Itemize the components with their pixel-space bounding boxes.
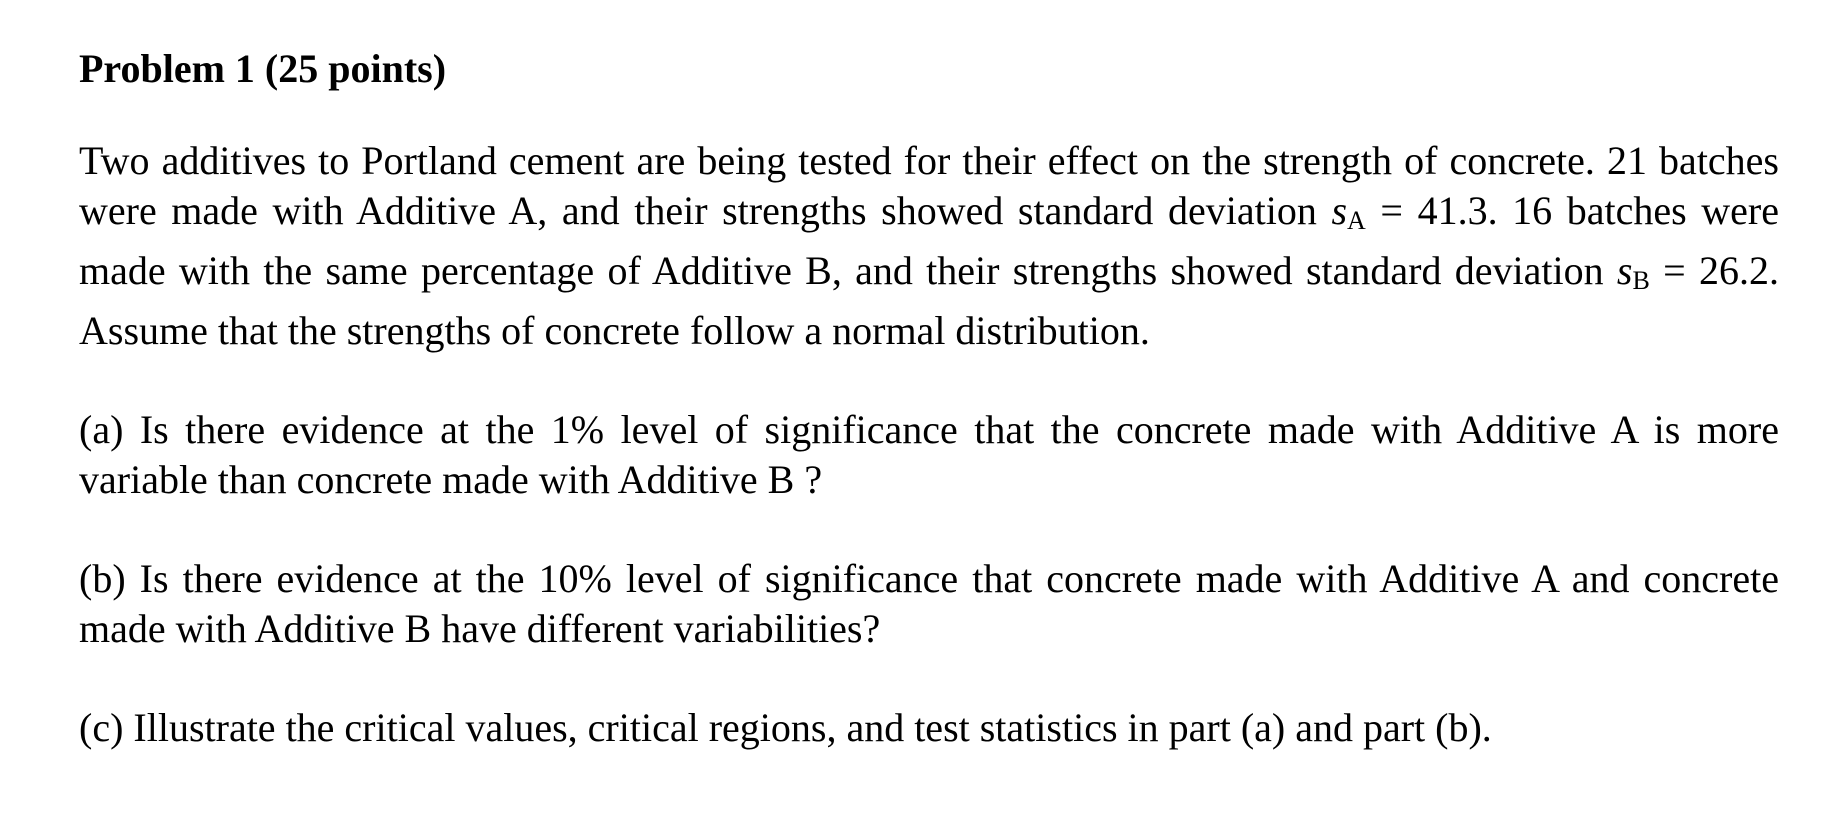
sA-symbol: sA (1331, 188, 1366, 235)
statement-text-1: Two additives to Portland cement are being tested for their effect on the strength of concrete. 21 batches were made with Additive A, and their strengths showed standard deviation (79, 138, 1779, 233)
sB-symbol: sB (1616, 248, 1650, 295)
question-b: (b) Is there evidence at the 10% level of significance that concrete made with Additive A and concrete made with Additive B have different variabilities? (79, 556, 1779, 651)
question-c: (c) Illustrate the critical values, critical regions, and test statistics in part (a) and part (b). (79, 705, 1492, 750)
problem-statement (79, 136, 1779, 356)
question-a: (a) Is there evidence at the 1% level of significance that the concrete made with Additive A is more variable than concrete made with Additive B ? (79, 407, 1779, 502)
statement-text-3: = 26.2. Assume that the strengths of concrete follow a normal distribution. (79, 248, 1779, 353)
statement-text-2: = 41.3. 16 batches were made with the same percentage of Additive B, and their strengths showed standard deviation (79, 188, 1780, 293)
sB-subscript: B (1632, 266, 1650, 295)
problem-title: Problem 1 (25 points) (79, 46, 447, 91)
problem-document (79, 44, 1779, 753)
sA-subscript: A (1347, 206, 1366, 235)
